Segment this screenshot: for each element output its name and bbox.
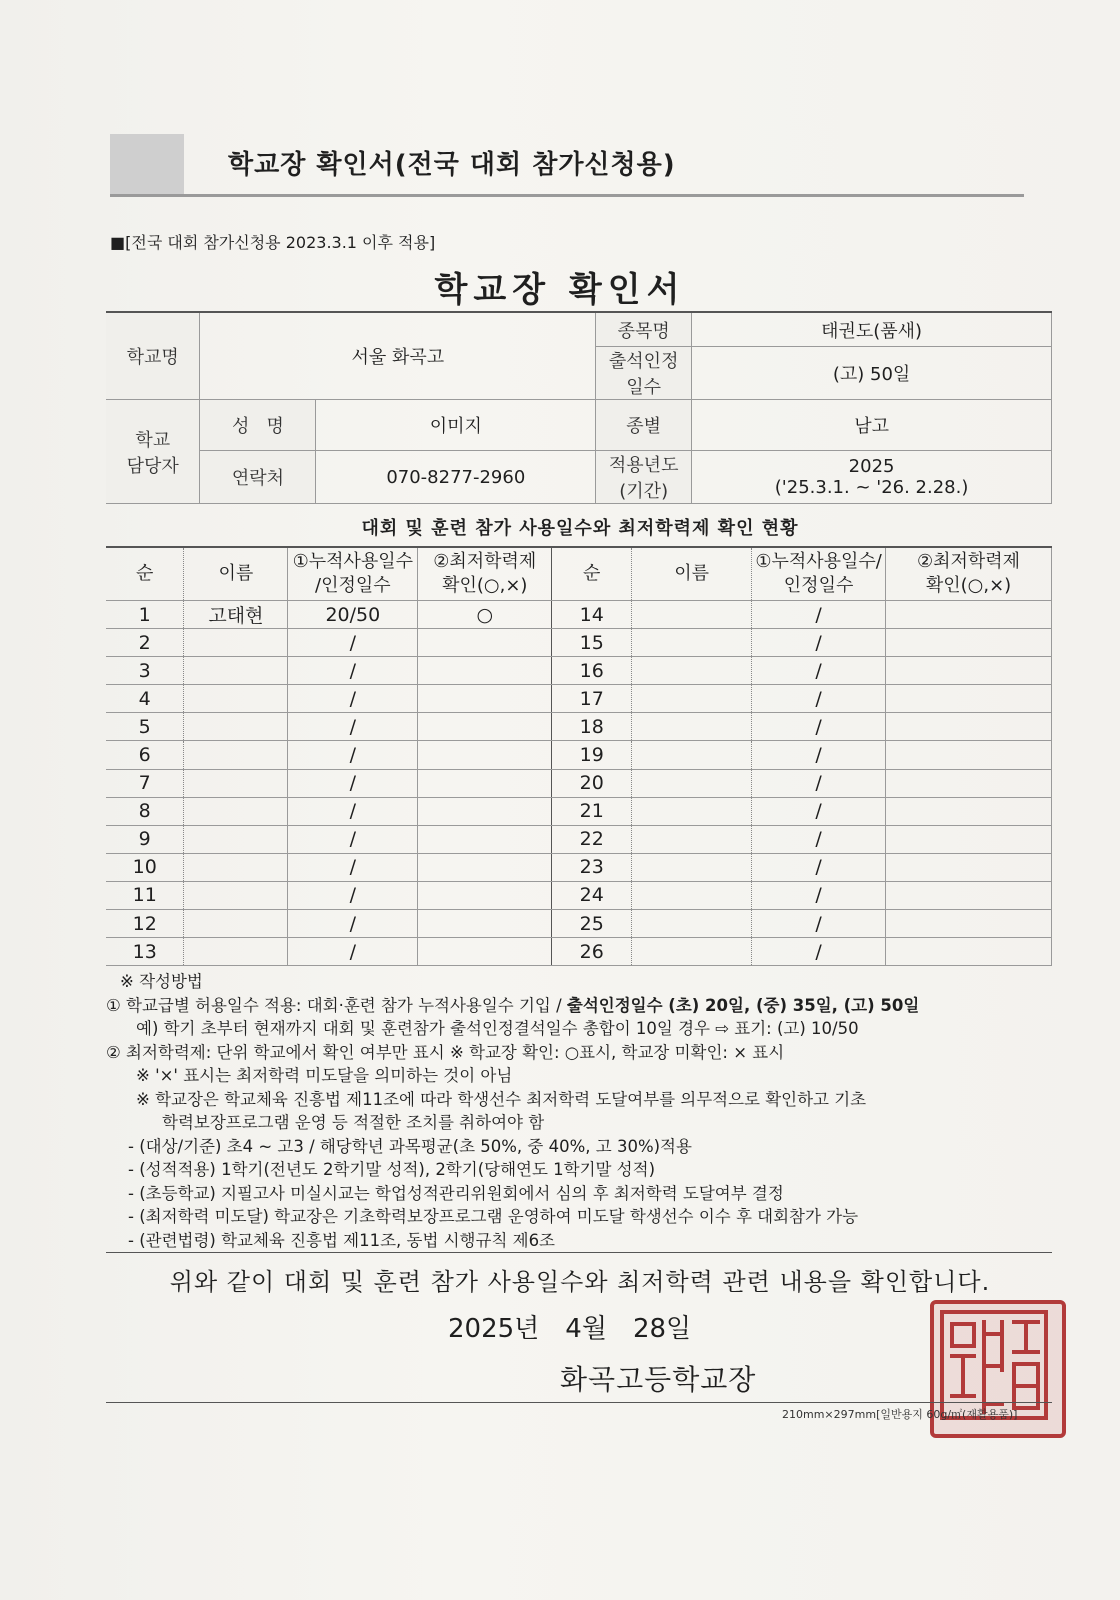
year-value — [692, 451, 1052, 504]
row-name-right — [632, 601, 752, 629]
row-name — [184, 825, 288, 853]
row-days: / — [288, 769, 418, 797]
row-days-right: / — [752, 797, 886, 825]
row-days: / — [288, 938, 418, 966]
date-month: 4월 — [565, 1314, 607, 1344]
table-row — [106, 685, 1052, 713]
row-name-right — [632, 741, 752, 769]
row-no: 13 — [106, 938, 184, 966]
row-no-right: 14 — [552, 601, 632, 629]
row-days-right: / — [752, 938, 886, 966]
row-days-right: / — [752, 881, 886, 909]
row-check-right — [886, 881, 1052, 909]
row-days-right: / — [752, 741, 886, 769]
note-1-text: ① 학교급별 허용일수 적용: 대회·훈련 참가 누적사용일수 기입 / — [106, 995, 567, 1015]
paper-size-note: 210mm×297mm[일반용지 60g/㎡(재활용품)] — [782, 1408, 1018, 1421]
row-days-right: / — [752, 601, 886, 629]
table-row — [106, 741, 1052, 769]
row-no: 2 — [106, 629, 184, 657]
confirmation-statement: 위와 같이 대회 및 훈련 참가 사용일수와 최저학력 관련 내용을 확인합니다. — [169, 1268, 991, 1296]
contact-label: 연락처 — [200, 451, 316, 504]
table-row — [106, 853, 1052, 881]
year-label-line1: 적용년도 — [608, 455, 679, 476]
row-days: / — [288, 853, 418, 881]
year-label — [596, 451, 692, 504]
detail-3: - (초등학교) 지필고사 미실시교는 학업성적관리위원회에서 심의 후 최저학력 도달여부 결정 — [128, 1183, 784, 1203]
row-check — [418, 825, 552, 853]
row-check — [418, 881, 552, 909]
row-name-right — [632, 685, 752, 713]
header-days-right-line2: 인정일수 — [783, 575, 854, 596]
row-check-right — [886, 713, 1052, 741]
row-days-right: / — [752, 713, 886, 741]
row-days: / — [288, 910, 418, 938]
row-no: 10 — [106, 853, 184, 881]
row-no: 5 — [106, 713, 184, 741]
name-label: 성 명 — [200, 400, 316, 451]
row-check-right — [886, 601, 1052, 629]
row-no-right: 20 — [552, 769, 632, 797]
note-1-example: 예) 학기 초부터 현재까지 대회 및 훈련참가 출석인정결석일수 총합이 10일 경우 ⇨ 표기: (고) 10/50 — [136, 1019, 859, 1038]
row-check — [418, 769, 552, 797]
row-days-right: / — [752, 825, 886, 853]
row-name — [184, 769, 288, 797]
row-days-right: / — [752, 685, 886, 713]
header-days — [288, 547, 418, 601]
table-row — [106, 825, 1052, 853]
row-no: 9 — [106, 825, 184, 853]
row-no-right: 19 — [552, 741, 632, 769]
row-name — [184, 741, 288, 769]
row-no-right: 25 — [552, 910, 632, 938]
row-check — [418, 741, 552, 769]
row-check-right — [886, 657, 1052, 685]
row-check-right — [886, 685, 1052, 713]
row-name — [184, 797, 288, 825]
name-value: 이미지 — [316, 400, 596, 451]
row-check — [418, 657, 552, 685]
contact-value: 070-8277-2960 — [316, 451, 596, 504]
table-row — [106, 657, 1052, 685]
row-no-right: 23 — [552, 853, 632, 881]
row-no: 1 — [106, 601, 184, 629]
row-check — [418, 629, 552, 657]
row-no-right: 24 — [552, 881, 632, 909]
detail-1: - (대상/기준) 초4 ~ 고3 / 해당학년 과목평균(초 50%, 중 40%, 고 30%)적용 — [128, 1136, 692, 1156]
school-value: 서울 화곡고 — [200, 312, 596, 400]
header-name-right: 이름 — [632, 547, 752, 601]
principal-signature: 화곡고등학교장 — [560, 1363, 757, 1396]
attendance-label-line1: 출석인정 — [608, 351, 679, 372]
row-no: 12 — [106, 910, 184, 938]
attendance-label-line2: 일수 — [626, 377, 662, 398]
row-check — [418, 853, 552, 881]
row-name-right — [632, 853, 752, 881]
header-check-right — [886, 547, 1052, 601]
event-label: 종목명 — [596, 312, 692, 347]
row-name-right — [632, 938, 752, 966]
header-check — [418, 547, 552, 601]
header-check-right-line2: 확인(○,×) — [925, 575, 1012, 596]
row-no-right: 18 — [552, 713, 632, 741]
header-name: 이름 — [184, 547, 288, 601]
detail-4: - (최저학력 미도달) 학교장은 기초학력보장프로그램 운영하여 미도달 학생선수 이수 후 대회참가 가능 — [128, 1207, 859, 1226]
row-no-right: 16 — [552, 657, 632, 685]
header-no: 순 — [106, 547, 184, 601]
row-days-right: / — [752, 657, 886, 685]
footer-divider — [106, 1402, 1052, 1403]
row-check — [418, 797, 552, 825]
school-label: 학교명 — [106, 312, 200, 400]
row-check: ○ — [418, 601, 552, 629]
row-days-right: / — [752, 910, 886, 938]
table-row — [106, 938, 1052, 966]
date-day: 28일 — [632, 1314, 692, 1344]
row-check — [418, 938, 552, 966]
row-no-right: 26 — [552, 938, 632, 966]
row-no: 6 — [106, 741, 184, 769]
row-check-right — [886, 910, 1052, 938]
header-check-line2: 확인(○,×) — [442, 575, 528, 596]
row-days: / — [288, 629, 418, 657]
row-name-right — [632, 657, 752, 685]
row-name — [184, 853, 288, 881]
row-name: 고태현 — [184, 601, 288, 629]
row-name — [184, 910, 288, 938]
event-value: 태권도(품새) — [692, 312, 1052, 347]
header-accent-block — [110, 134, 184, 194]
table-row — [106, 769, 1052, 797]
note-3: ※ '×' 표시는 최저학력 미도달을 의미하는 것이 아님 — [136, 1066, 513, 1085]
row-name — [184, 685, 288, 713]
row-no: 8 — [106, 797, 184, 825]
row-name-right — [632, 713, 752, 741]
header-days-line1: ①누적사용일수 — [292, 551, 414, 572]
period-value: ('25.3.1. ~ '26. 2.28.) — [774, 477, 969, 498]
row-check — [418, 910, 552, 938]
row-days: / — [288, 881, 418, 909]
header-days-right-line1: ①누적사용일수/ — [755, 551, 882, 572]
row-name-right — [632, 881, 752, 909]
row-name-right — [632, 769, 752, 797]
row-days: / — [288, 685, 418, 713]
info-table — [106, 311, 1052, 504]
participation-table — [106, 546, 1052, 966]
row-no-right: 15 — [552, 629, 632, 657]
row-days-right: / — [752, 629, 886, 657]
header-check-right-line1: ②최저학력제 — [916, 551, 1021, 572]
row-check-right — [886, 769, 1052, 797]
note-1 — [106, 994, 1052, 1018]
note-5: 학력보장프로그램 운영 등 적절한 조치를 취하여야 함 — [162, 1113, 545, 1132]
note-4: ※ 학교장은 학교체육 진흥법 제11조에 따라 학생선수 최저학력 도달여부를 의무적으로 확인하고 기초 — [136, 1089, 867, 1109]
row-no: 7 — [106, 769, 184, 797]
row-name-right — [632, 797, 752, 825]
year-label-line2: (기간) — [619, 481, 669, 502]
type-label: 종별 — [596, 400, 692, 451]
row-no: 4 — [106, 685, 184, 713]
date-year: 2025년 — [448, 1314, 540, 1344]
detail-5: - (관련법령) 학교체육 진흥법 제11조, 동법 시행규칙 제6조 — [128, 1230, 555, 1250]
header-bar — [110, 134, 1024, 197]
row-days: / — [288, 657, 418, 685]
section-title: 대회 및 훈련 참가 사용일수와 최저학력제 확인 현황 — [361, 518, 799, 539]
row-check — [418, 685, 552, 713]
note-2: ② 최저학력제: 단위 학교에서 확인 여부만 표시 ※ 학교장 확인: ○표시, 학교장 미확인: × 표시 — [106, 1042, 785, 1062]
row-check-right — [886, 629, 1052, 657]
table-row — [106, 881, 1052, 909]
row-days: 20/50 — [288, 601, 418, 629]
row-no-right: 22 — [552, 825, 632, 853]
row-name — [184, 713, 288, 741]
year-value-main: 2025 — [848, 456, 895, 477]
table-row — [106, 797, 1052, 825]
manager-label — [106, 400, 200, 504]
row-name-right — [632, 910, 752, 938]
row-days: / — [288, 825, 418, 853]
row-days: / — [288, 797, 418, 825]
type-value: 남고 — [692, 400, 1052, 451]
table-row — [106, 713, 1052, 741]
header-title: 학교장 확인서(전국 대회 참가신청용) — [228, 150, 676, 180]
row-no: 11 — [106, 881, 184, 909]
issue-date — [448, 1308, 717, 1345]
row-check-right — [886, 797, 1052, 825]
row-name — [184, 657, 288, 685]
notes-heading: ※ 작성방법 — [120, 972, 203, 991]
header-no-right: 순 — [552, 547, 632, 601]
row-days: / — [288, 741, 418, 769]
row-name — [184, 629, 288, 657]
notes-divider — [106, 1252, 1052, 1253]
row-name — [184, 938, 288, 966]
row-check-right — [886, 938, 1052, 966]
row-days-right: / — [752, 769, 886, 797]
instructions — [106, 970, 1052, 1252]
row-no-right: 21 — [552, 797, 632, 825]
main-title: 학교장 확인서 — [434, 270, 686, 310]
row-no-right: 17 — [552, 685, 632, 713]
row-check-right — [886, 853, 1052, 881]
row-check — [418, 713, 552, 741]
row-check-right — [886, 825, 1052, 853]
table-row — [106, 910, 1052, 938]
row-name-right — [632, 825, 752, 853]
note-1-bold: 출석인정일수 (초) 20일, (중) 35일, (고) 50일 — [566, 995, 920, 1015]
header-check-line1: ②최저학력제 — [433, 551, 537, 572]
table-header-row — [106, 547, 1052, 601]
attendance-value: (고) 50일 — [692, 347, 1052, 400]
row-name-right — [632, 629, 752, 657]
row-no: 3 — [106, 657, 184, 685]
row-days: / — [288, 713, 418, 741]
table-row — [106, 629, 1052, 657]
manager-label-line2: 담당자 — [126, 455, 179, 477]
row-check-right — [886, 741, 1052, 769]
header-days-line2: /인정일수 — [315, 575, 391, 596]
attendance-label — [596, 347, 692, 400]
manager-label-line1: 학교 — [135, 429, 171, 451]
header-days-right — [752, 547, 886, 601]
row-days-right: / — [752, 853, 886, 881]
row-name — [184, 881, 288, 909]
detail-2: - (성적적용) 1학기(전년도 2학기말 성적), 2학기(당해연도 1학기말 성적) — [128, 1160, 656, 1179]
table-row — [106, 601, 1052, 629]
notice-line: ■[전국 대회 참가신청용 2023.3.1 이후 적용] — [110, 233, 436, 252]
